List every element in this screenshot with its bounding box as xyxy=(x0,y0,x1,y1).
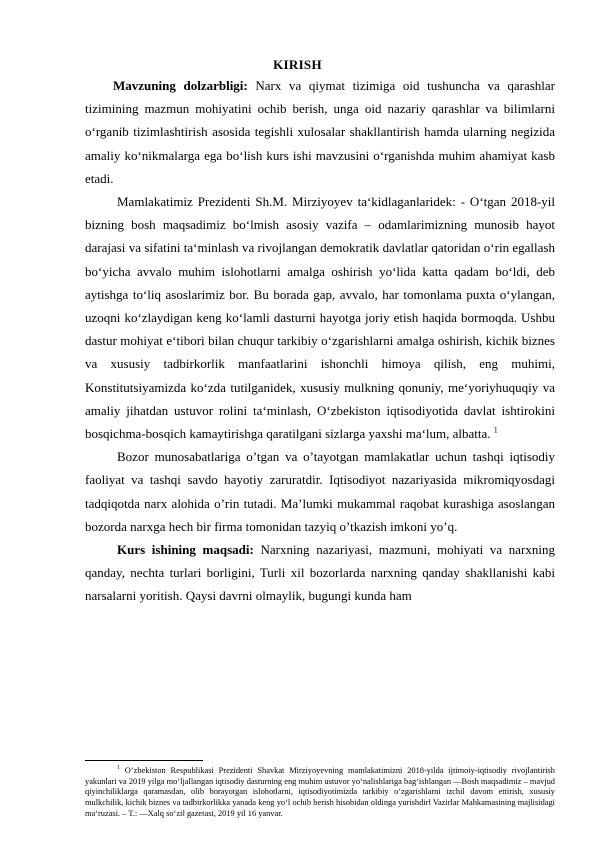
relevance-label: Mavzuning dolzarbligi: xyxy=(113,78,248,93)
paragraph-course-goal xyxy=(85,538,555,608)
course-goal-label: Kurs ishining maqsadi: xyxy=(117,542,254,558)
paragraph-president-quote xyxy=(85,190,555,445)
market-relations-text: Bozor munosabatlariga o’tgan va o’tayotgan mamlakatlar uchun tashqi iqtisodiy faoliyat va tashqi savdo hayotiy zaruratdir. Iqtisodiyot nazariyasida mikromiqyosdagi tadqiqotda narx alohida o’rin tutadi. Ma’lumki mukammal raqobat kurashiga asoslangan bozorda narxga hech bir firma tomonidan tazyiq o’tkazish imkoni yo’q. xyxy=(85,449,555,534)
body-text xyxy=(85,74,555,608)
president-quote-text: Mamlakatimiz Prezidenti Sh.M. Mirziyoyev ta‘kidlaganlaridek: - O‘tgan 2018-yil bizning bosh maqsadimiz bo‘lmish asosiy vazifa – odamlarimizning munosib hayot darajasi va sifatini ta‘minlash va rivojlangan demokratik davlatlar qatoridan o‘rin egallash bo‘yicha avvalo muhim islohotlarni amalga oshirish yo‘lida katta qadam bo‘ldi, deb aytishga to‘liq asoslarimiz bor. Bu borada gap, avvalo, har tomonlama puxta o‘ylangan, uzoqni ko‘zlaydigan keng ko‘lamli dasturni hayotga joriy etish haqida bormoqda. Ushbu dastur mohiyat e‘tibori bilan chuqur tarkibiy o‘zgarishlarni amalga oshirish, kichik biznes va xususiy tadbirkorlik manfaatlarini ishonchli himoya qilish, eng muhimi, Konstitutsiyamizda ko‘zda tutilganidek, xususiy mulkning qonuniy, me‘yoriyhuquqiy va amaliy jihatdan ustuvor rolini ta‘minlash, O‘zbekiston iqtisodiyotida davlat ishtirokini bosqichma-bosqich kamaytirishga qaratilgani sizlarga yaxshi ma‘lum, albatta. xyxy=(85,194,555,442)
footnote xyxy=(85,766,555,820)
course-goal-text: Narxning nazariyasi, mazmuni, mohiyati va narxning qanday, nechta turlari borligini, Turli xil bozorlarda narxning qanday shakllanishi kabi narsalarni yoritish. Qaysi davrni olmaylik, bugungi kunda ham xyxy=(85,542,556,604)
footnote-paragraph xyxy=(85,766,555,820)
footnote-divider xyxy=(85,760,203,761)
paragraph-market-relations xyxy=(85,445,555,538)
paragraph-relevance xyxy=(85,74,555,190)
footnote-number: 1 xyxy=(117,765,120,772)
page-title: KIRISH xyxy=(273,57,322,72)
relevance-text: Narx va qiymat tizimiga oid tushuncha va qarashlar tizimining mazmun mohiyatini ochib berish, unga oid nazariy qarashlar va bilimlarni o‘rganib tizimlashtirish asosida tegishli xulosalar shakllantirish hamda ularning negizida amaliy ko‘nikmalarga ega bo‘lish kurs ishi mavzusini o‘rganishda muhim ahamiyat kasb etadi. xyxy=(85,78,555,186)
footnote-reference[interactable]: 1 xyxy=(493,425,498,435)
footnote-text: O‘zbekiston Respublikasi Prezidenti Shavkat Mirziyoyevning mamlakatimizni 2018-yilda ijtimoiy-iqtisodiy rivojlantirish yakunlari va 2019 yilga mo‘ljallangan iqtisodiy dasturning eng muhim ustuvor yo‘nalishlariga bag‘ishlangan ―Bosh maqsadimiz – mavjud qiyinchiliklarga qaramasdan, olib borayotgan islohotlarni, iqtisodiyotimizda tarkibiy o‘zgarishlarni izchil davom ettirish, xususiy mulkchilik, kichik biznes va tadbirkorlikka yanada keng yo‘l ochib berish hisobidan oldinga yurishdir‖ Vazirlar Mahkamasining majlisidagi ma‘ruzasi. – T.: ―Xalq so‘zi‖ gazetasi, 2019 yil 16 yanvar. xyxy=(85,766,555,818)
